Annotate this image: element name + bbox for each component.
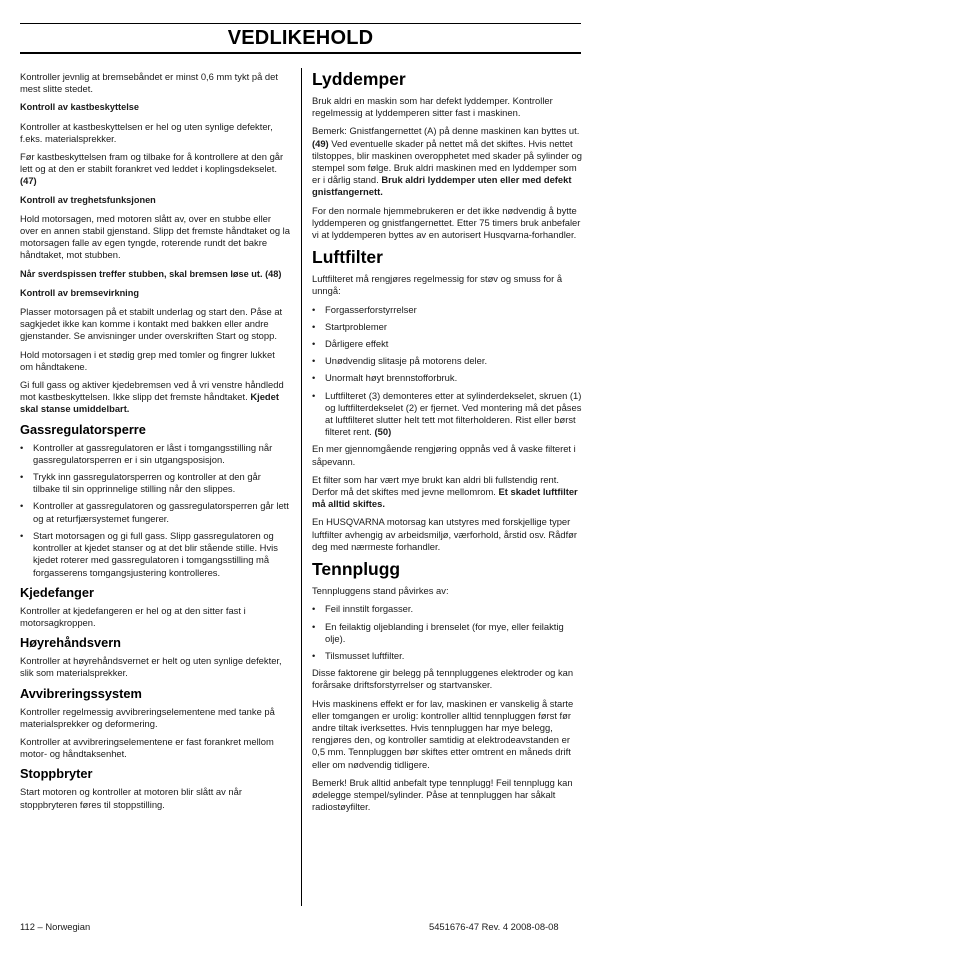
subheading-kickback-guard: Kontroll av kastbeskyttelse — [20, 102, 139, 113]
heading-muffler: Lyddemper — [312, 69, 406, 89]
stop-switch-text: Start motoren og kontroller at motoren blir slått av når stoppbryteren føres til stoppstilling. — [20, 786, 242, 810]
spark-plug-text-1: Tennpluggens stand påvirkes av: — [312, 585, 449, 597]
list-item: • Tilsmusset luftfilter. — [312, 649, 405, 661]
document-reference: 5451676-47 Rev. 4 2008-08-08 — [429, 921, 559, 932]
figure-ref-47: (47) — [20, 175, 37, 187]
air-filter-text-2: En mer gjennomgående rengjøring oppnås ved å vaske filteret i såpevann. — [312, 443, 576, 467]
heading-throttle-lockout: Gassregulatorsperre — [20, 421, 146, 437]
air-filter-text-1: Luftfilteret må rengjøres regelmessig for støv og smuss for å unngå: — [312, 273, 563, 297]
throttle-lockout-list — [20, 442, 290, 579]
spark-plug-text-4: Bemerk! Bruk alltid anbefalt type tennplugg! Feil tennplugg kan ødelegge stempel/sylinder. Påse at tennpluggen har såkalt radiostøyfilter. — [312, 776, 573, 813]
list-item: • En feilaktig oljeblanding i brenselet (for mye, eller feilaktig olje). — [312, 620, 564, 644]
heading-right-hand-guard: Høyrehåndsvern — [20, 635, 121, 651]
subheading-inertia: Kontroll av treghetsfunksjonen — [20, 194, 156, 205]
heading-stop-switch: Stoppbryter — [20, 766, 93, 782]
list-item: • Unormalt høyt brennstofforbruk. — [312, 372, 458, 384]
heading-chain-catcher: Kjedefanger — [20, 584, 94, 600]
muffler-text-2: Bemerk: Gnistfangernettet (A) på denne maskinen kan byttes ut. (49) Ved eventuelle skader på nettet må det skiftes. Hvis nettet tilstoppes, blir maskinen overopphetet med skader på sylinder og stempel som følge. Bruk aldri maskinen med en lyddemper som er i dårlig stand. Bruk aldri lyddemper uten eller med defekt gnistfangernett. — [312, 125, 582, 198]
column-divider — [301, 68, 302, 906]
kickback-text-2: Før kastbeskyttelsen fram og tilbake for å kontrollere at den går lett og at den er stabilt forankret ved leddet i koplingsdekselet. (47) — [20, 151, 284, 187]
page-number: 112 – Norwegian — [20, 921, 91, 932]
air-filter-text-3: Et filter som har vært mye brukt kan aldri bli fullstendig rent. Derfor må det skiftes med jevne mellomrom. Et skadet luftfilter må alltid skiftes. — [312, 473, 578, 510]
subheading-brake-effect: Kontroll av bremsevirkning — [20, 287, 139, 298]
brake-text-3: Gi full gass og aktiver kjedebremsen ved å vri venstre håndledd mot kastbeskyttelsen. Ikke slipp det fremste håndtaket. Kjedet skal stanse umiddelbart. — [20, 379, 284, 415]
heading-spark-plug: Tennplugg — [312, 559, 401, 580]
muffler-text-3: For den normale hjemmebrukeren er det ikke nødvendig å bytte lyddemperen og gnistfangernettet. Etter 75 timers bruk anbefaler vi at lyddemperen byttes av en autorisert Husqvarna-forhandler. — [312, 204, 581, 241]
anti-vibration-text-1: Kontroller regelmessig avvibreringselementene med tanke på materialsprekker og deformering. — [20, 705, 275, 729]
heading-anti-vibration: Avvibreringssystem — [20, 685, 142, 701]
right-hand-guard-text: Kontroller at høyrehåndsvernet er helt og uten synlige defekter, slik som materialsprekker. — [20, 655, 282, 679]
figure-ref-49: (49) — [312, 137, 329, 149]
list-item: • Kontroller at gassregulatoren er låst i tomgangsstilling når gassregulatorsperren er i sin utgangsposisjon. — [20, 441, 273, 465]
list-item: • Unødvendig slitasje på motorens deler. — [312, 355, 488, 367]
list-item: • Forgasserforstyrrelser — [312, 303, 417, 315]
air-filter-list — [312, 304, 582, 439]
list-item: • Trykk inn gassregulatorsperren og kontroller at den går tilbake til sin opprinnelige stilling når den slippes. — [20, 471, 261, 495]
brake-text-2: Hold motorsagen i et stødig grep med tomler og fingrer lukket om håndtakene. — [20, 348, 275, 372]
air-filter-text-4: En HUSQVARNA motorsag kan utstyres med forskjellige typer luftfilter avhengig av arbeidsmiljø, værforhold, årstid osv. Rådfør deg med nærmeste forhandler. — [312, 516, 578, 552]
inertia-note: Når sverdspissen treffer stubben, skal bremsen løse ut. (48) — [20, 268, 282, 279]
heading-air-filter: Luftfilter — [312, 247, 383, 268]
spark-plug-text-3: Hvis maskinens effekt er for lav, maskinen er vanskelig å starte eller tomgangen er urolig: kontroller alltid tennpluggen først før andre tiltak iverksettes. Hvis tennpluggen har mye belegg, rengjøres den, og kontroller samtidig at elektrodeavstanden er 0,5 mm. Tennpluggen bør skiftes etter omtrent en måneds drift eller om nødvendig tidligere. — [312, 697, 574, 770]
spark-plug-text-2: Disse faktorene gir belegg på tennpluggenes elektroder og kan forårsake driftsforstyrrelser og startvansker. — [312, 667, 574, 691]
list-item: • Luftfilteret (3) demonteres etter at sylinderdekselet, skruen (1) og luftfilterdekselet (2) er fjernet. Ved montering må det påses at luftfilteret slutter helt tett mot filterholderen. Rist eller børst filteret rent. (50) — [312, 389, 582, 438]
spark-plug-list — [312, 603, 582, 662]
page-title: VEDLIKEHOLD — [227, 27, 374, 49]
list-item: • Kontroller at gassregulatoren og gassregulatorsperren går lett og at returfjærsystemet fungerer. — [20, 500, 289, 524]
list-item: • Start motorsagen og gi full gass. Slipp gassregulatoren og kontroller at kjedet stanser og at det blir stående stille. Hvis kjedet roterer med gassregulatoren i tomgangsstilling må forgasserens tomgangsjustering kontrolleres. — [20, 529, 278, 578]
kickback-text-1: Kontroller at kastbeskyttelsen er hel og uten synlige defekter, f.eks. materialsprekker. — [20, 120, 273, 144]
brake-band-text: Kontroller jevnlig at bremsebåndet er minst 0,6 mm tykt på det mest slitte stedet. — [20, 71, 278, 95]
header-bottom-rule — [20, 52, 581, 54]
list-item: • Startproblemer — [312, 320, 388, 332]
right-column — [312, 69, 582, 819]
brake-text-1: Plasser motorsagen på et stabilt underlag og start den. Påse at sagkjedet ikke kan komme i kontakt med bakken eller andre gjenstander. Se anvisninger under overskriften Start og stopp. — [20, 306, 283, 342]
list-item: • Feil innstilt forgasser. — [312, 603, 414, 615]
muffler-text-1: Bruk aldri en maskin som har defekt lyddemper. Kontroller regelmessig at lyddemperen sitter fast i maskinen. — [312, 95, 553, 119]
left-column — [20, 71, 290, 817]
inertia-text: Hold motorsagen, med motoren slått av, over en stubbe eller over en annen stabil gjenstand. Slipp det fremste håndtaket og la motorsagen falle av egen tyngde, roterende rundt det bakre håndtaket, mot stubben. — [20, 212, 290, 261]
anti-vibration-text-2: Kontroller at avvibreringselementene er fast forankret mellom motor- og håndtaksenhet. — [20, 735, 274, 760]
figure-ref-50: (50) — [374, 426, 392, 438]
chain-catcher-text: Kontroller at kjedefangeren er hel og at den sitter fast i motorsagkroppen. — [20, 604, 246, 628]
header-top-rule — [20, 23, 581, 24]
list-item: • Dårligere effekt — [312, 338, 389, 350]
